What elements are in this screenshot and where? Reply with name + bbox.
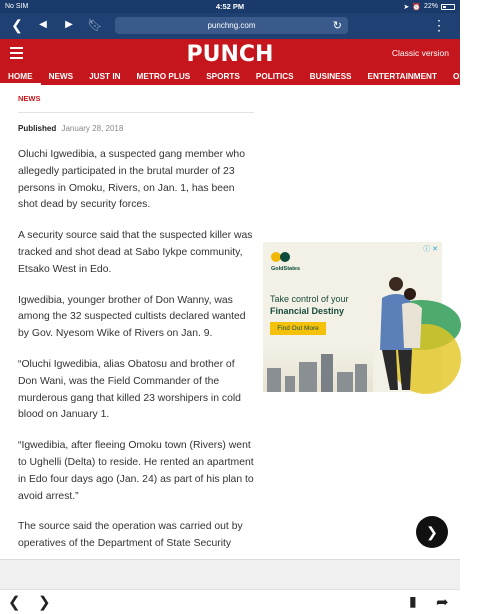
- nav-item-home[interactable]: HOME: [0, 69, 41, 85]
- nav-item-opinion[interactable]: OPIN: [452, 72, 473, 81]
- article-paragraph: A security source said that the suspected killer was tracked and shot dead at Sabo Iykpe community, Etsako West in Edo.: [18, 230, 253, 275]
- forward-chevron-icon[interactable]: ❯: [38, 594, 51, 611]
- share-icon[interactable]: ➦: [436, 594, 449, 611]
- ad-brand-logo: [269, 250, 305, 274]
- url-bar[interactable]: [115, 17, 348, 34]
- nav-item-business[interactable]: BUSINESS: [309, 72, 352, 81]
- published-info: [18, 124, 254, 133]
- url-text: punchng.com: [207, 21, 256, 30]
- site-logo[interactable]: PUNCH: [186, 42, 274, 67]
- ad-banner-placeholder: [0, 559, 460, 589]
- article-paragraph: Igwedibia, younger brother of Don Wanny, was among the 32 suspected cultists declared wanted by Gov. Nyesom Wike of Rivers on Jan. 9.: [18, 294, 246, 340]
- nav-item-entertainment[interactable]: ENTERTAINMENT: [367, 72, 437, 81]
- battery-percent: 22%: [423, 3, 438, 10]
- forward-arrow-icon[interactable]: ▶: [65, 19, 73, 30]
- alarm-icon: ⏰: [412, 3, 421, 11]
- article-paragraph: “Oluchi Igwedibia, alias Obatosu and brother of Don Wani, was the Field Commander of the murderous gang that killed 23 worshipers in cold blood on January 1.: [18, 358, 241, 421]
- ad-cta-button[interactable]: Find Out More: [270, 322, 326, 335]
- bookmark-icon[interactable]: 🔖︎: [87, 18, 103, 32]
- nav-item-news[interactable]: NEWS: [48, 72, 74, 81]
- article-paragraph: The source said the operation was carried out by operatives of the Department of State Security: [18, 521, 243, 550]
- divider: [18, 112, 254, 113]
- nav-item-sports[interactable]: SPORTS: [206, 72, 240, 81]
- site-header: [0, 39, 460, 69]
- ad-couple-image: [368, 270, 428, 390]
- published-label: Published: [18, 124, 57, 133]
- browser-toolbar: [0, 13, 460, 39]
- nav-item-just-in[interactable]: JUST IN: [89, 72, 121, 81]
- nav-item-politics[interactable]: POLITICS: [255, 72, 294, 81]
- status-bar: [0, 0, 460, 13]
- more-menu-icon[interactable]: ⋮: [432, 17, 446, 33]
- ad-headline: Take control of your: [270, 294, 349, 304]
- reload-icon[interactable]: ↻: [332, 20, 342, 32]
- battery-icon: [441, 4, 455, 10]
- bottom-toolbar: [0, 589, 460, 614]
- back-chevron-icon[interactable]: ❮: [8, 594, 21, 611]
- ad-headline-bold: Financial Destiny: [270, 306, 345, 316]
- article: [18, 85, 254, 553]
- ad-city-image: [263, 347, 373, 392]
- ad-brand-name: GoldStates: [271, 266, 301, 272]
- chevron-right-icon: ❯: [426, 523, 438, 540]
- classic-version-link[interactable]: Classic version: [391, 48, 449, 58]
- nav-item-metro-plus[interactable]: METRO PLUS: [136, 72, 191, 81]
- adchoices-icon[interactable]: ⓘ ✕: [423, 246, 438, 253]
- carrier-label: No SIM: [5, 3, 29, 10]
- status-time: 4:52 PM: [215, 2, 245, 11]
- article-paragraph: “Igwedibia, after fleeing Omoku town (Rivers) went to Ughelli (Delta) to reside. He rented an apartment in Edo four days ago (Jan. 24) as part of his plan to avoid arrest.”: [18, 440, 254, 502]
- section-tag[interactable]: NEWS: [18, 94, 41, 103]
- advertisement[interactable]: [263, 242, 442, 392]
- article-paragraph: Oluchi Igwedibia, a suspected gang member who allegedly participated in the brutal murder of 23 persons in Omoku, Rivers, on Jan. 1, has been shot dead by security forces.: [18, 149, 245, 211]
- back-arrow-icon[interactable]: ◀: [39, 19, 47, 30]
- back-chevron-icon[interactable]: ❮: [11, 17, 23, 33]
- bookmark-icon[interactable]: ▮: [409, 593, 417, 609]
- next-article-button[interactable]: [416, 516, 448, 548]
- published-date: January 28, 2018: [61, 124, 124, 133]
- category-nav: [0, 69, 473, 85]
- location-icon: ➤: [403, 3, 410, 11]
